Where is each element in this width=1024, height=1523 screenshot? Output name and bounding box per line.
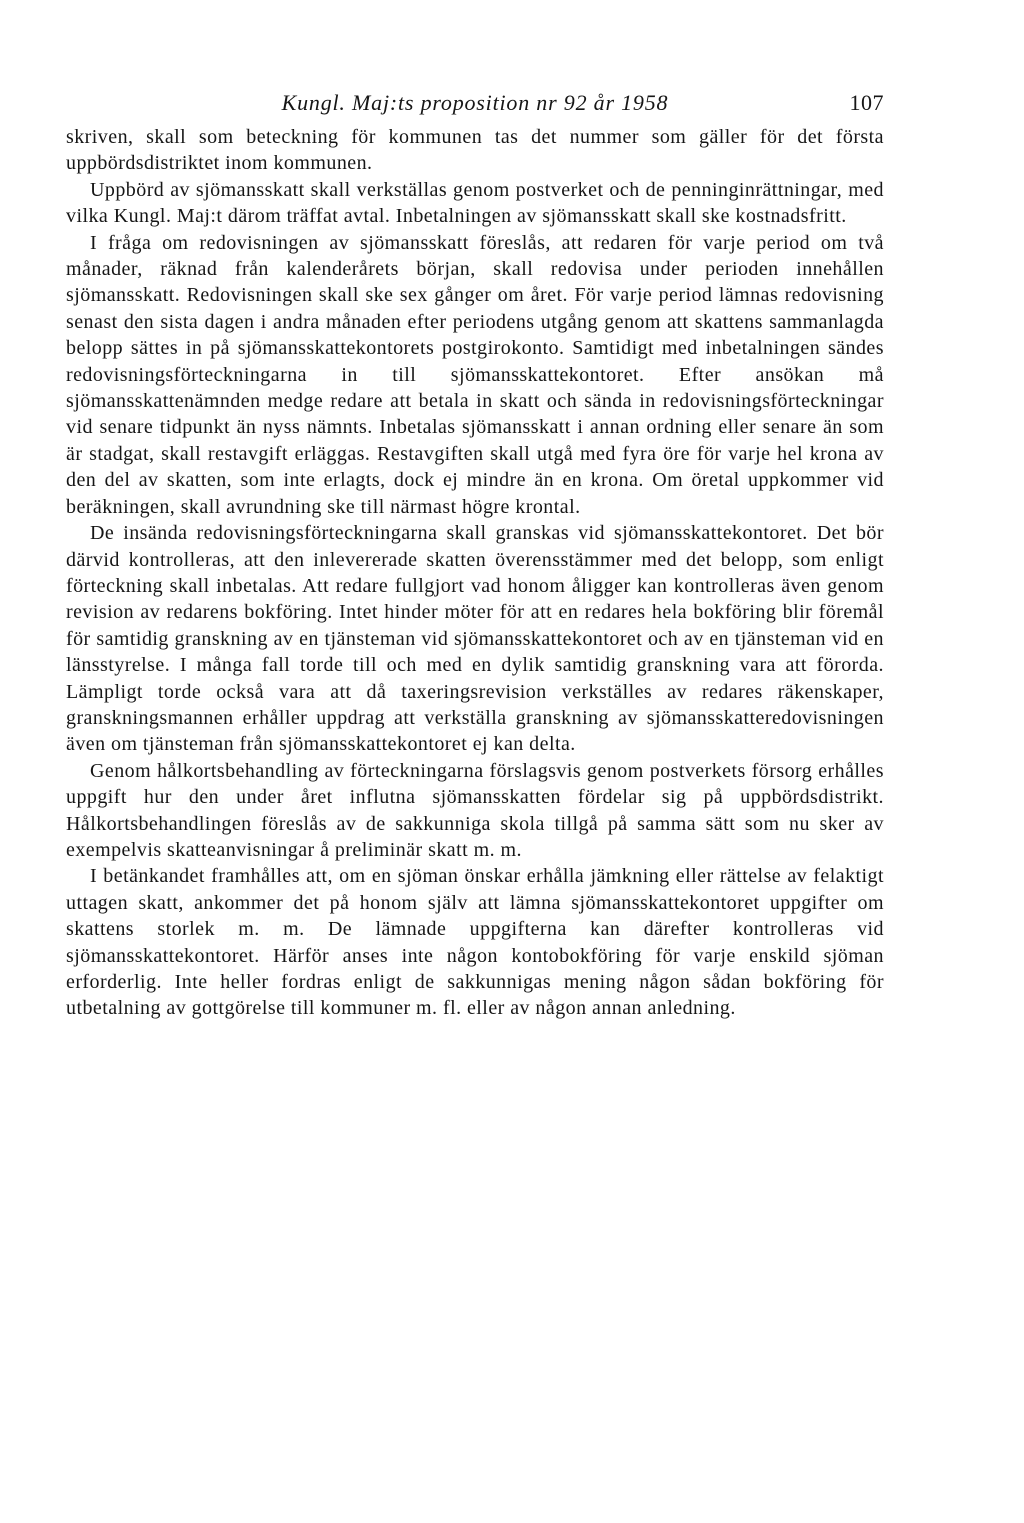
paragraph-betankandet: I betänkandet framhålles att, om en sjöman önskar erhålla jämkning eller rättelse av felaktigt uttagen skatt, ankommer det på honom själv att lämna sjömansskattekontoret uppgifter om skattens storlek m. m. De lämnade uppgifterna kan därefter kontrolleras vid sjömansskattekontoret. Härför anses inte någon kontobokföring för varje enskild sjöman erforderlig. Inte heller fordras enligt de sakkunnigas mening någon sådan bokföring för utbetalning av gottgörelse till kommuner m. fl. eller av någon annan anledning.: [66, 865, 884, 1020]
running-header: [66, 86, 884, 120]
page-number: 107: [849, 90, 884, 115]
body-text: [66, 124, 884, 1022]
paragraph-halkort: Genom hålkortsbehandling av förteckningarna förslagsvis genom postverkets försorg erhålles uppgift hur den under året influtna sjömansskatten fördelar sig på uppbördsdistrikt. Hålkortsbehandlingen föreslås av de sakkunniga skola tillgå på samma sätt som nu sker av exempelvis skatteanvisningar å preliminär skatt m. m.: [66, 759, 884, 861]
paragraph-redovisning: I fråga om redovisningen av sjömansskatt föreslås, att redaren för varje period om två månader, räknad från kalenderårets början, skall redovisa under perioden innehållen sjömansskatt. Redovisningen skall ske sex gånger om året. För varje period lämnas redovisning senast den sista dagen i andra månaden efter periodens utgång genom att skattens sammanlagda belopp sättes in på sjömansskattekontorets postgirokonto. Samtidigt med inbetalningen sändes redovisningsförteckningarna in till sjömansskattekontoret. Efter ansökan må sjömansskattenämnden medge redare att betala in skatt och sända in redovisningsförteckningar vid senare tidpunkt än nyss nämnts. Inbetalas sjömansskatt i annan ordning eller senare än som är stadgat, skall restavgift erläggas. Restavgiften skall utgå med fyra öre för varje hel krona av den del av skatten, som inte erlagts, dock ej mindre än en krona. Om öretal uppkommer vid beräkningen, skall avrundning ske till närmast högre krontal.: [66, 231, 884, 518]
document-page: [66, 86, 884, 1022]
running-title: Kungl. Maj:ts proposition nr 92 år 1958: [281, 90, 669, 115]
paragraph-continuation: skriven, skall som beteckning för kommunen tas det nummer som gäller för det första uppbördsdistriktet inom kommunen.: [66, 126, 884, 175]
paragraph-uppbord: Uppbörd av sjömansskatt skall verkställas genom postverket och de penninginrättningar, med vilka Kungl. Maj:t därom träffat avtal. Inbetalningen av sjömansskatt skall ske kostnadsfritt.: [66, 178, 884, 228]
paragraph-granskning: De insända redovisningsförteckningarna skall granskas vid sjömansskattekontoret. Det bör därvid kontrolleras, att den inlevererade skatten överensstämmer med det belopp, som enligt förteckning skall inbetalas. Att redare fullgjort vad honom åligger kan kontrolleras även genom revision av redarens bokföring. Intet hinder möter för att en redares hela bokföring blir föremål för samtidig granskning av en tjänsteman vid sjömansskattekontoret och av en tjänsteman vid en länsstyrelse. I många fall torde till och med en dylik samtidig granskning vara att förorda. Lämpligt torde också vara att då taxeringsrevision verkställes av redares räkenskaper, granskningsmannen erhåller uppdrag att verkställa granskning av sjömansskatteredovisningen även om tjänsteman från sjömansskattekontoret ej kan delta.: [66, 522, 884, 756]
